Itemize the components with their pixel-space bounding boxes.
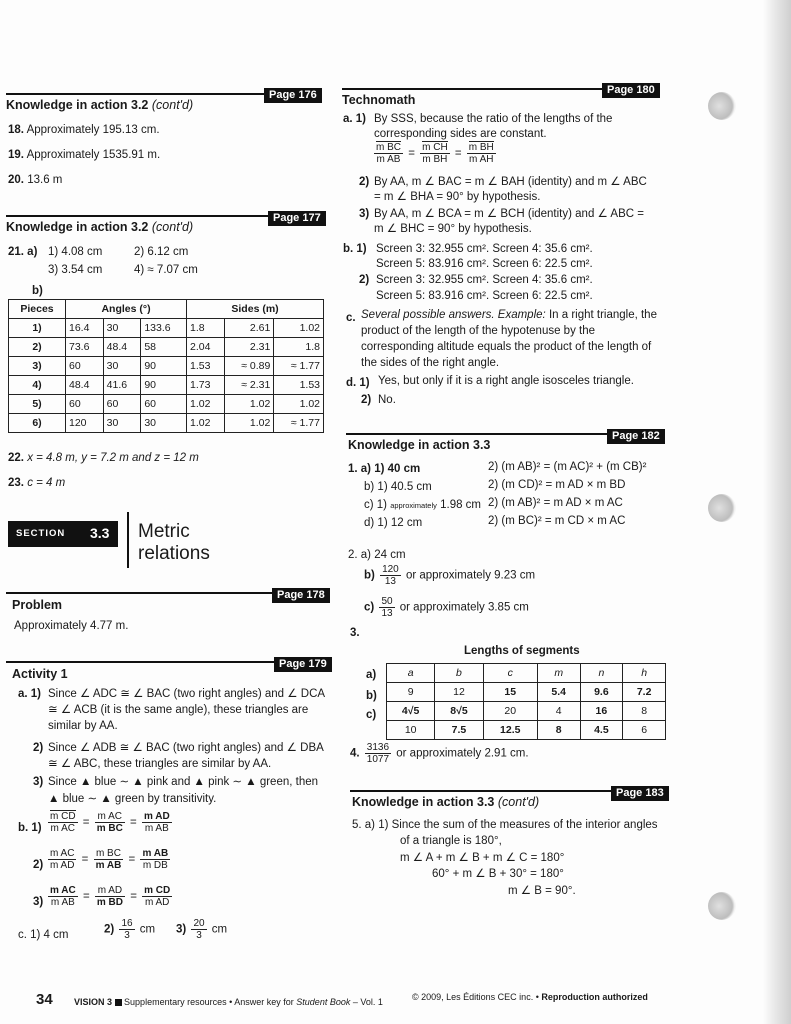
table-cell: 9.6 [580, 683, 623, 702]
table-cell: 7.2 [623, 683, 666, 702]
table-header: Angles (°) [66, 300, 187, 319]
table-header-row [387, 664, 666, 683]
answer-a1: corresponding sides are constant. [374, 128, 547, 140]
label-b3: 3) [33, 896, 44, 908]
answer-21a3: 3) 3.54 cm [48, 264, 103, 276]
question-21: 21. a) [8, 246, 38, 258]
answer-1a: 1. a) 1) 40 cm [348, 463, 421, 475]
answer-21a4: 4) ≈ 7.07 cm [134, 264, 198, 276]
answer-20: 20. 13.6 m [8, 174, 63, 186]
ratio-equation: $\frac{\text{m BC}}{\text{m AB}}$ = $\frac{\text{m CH}}{\text{m BH}}$ = $\frac{\text{m BH}}{\text{m AH}}$ [376, 142, 494, 165]
table-cell: ≈ 0.89 [224, 357, 274, 376]
answer-c: Several possible answers. Example: In a right triangle, the [361, 309, 657, 321]
table-cell: 41.6 [103, 376, 141, 395]
table-cell: 1.02 [274, 319, 324, 338]
table-row [9, 357, 324, 376]
table-cell: 4√5 [387, 702, 435, 721]
equation-line: m ∠ A + m ∠ B + m ∠ C = 180° [400, 852, 565, 864]
table-cell: 30 [103, 357, 141, 376]
table-cell: 30 [103, 414, 141, 433]
answer-21a2: 2) 6.12 cm [134, 246, 189, 258]
label-b1: b. 1) [18, 822, 42, 834]
row-label: c) [366, 709, 377, 721]
segments-table [386, 663, 666, 740]
table-cell: 16 [580, 702, 623, 721]
equation-line: m ∠ B = 90°. [508, 885, 576, 897]
page-tag: Page 179 [274, 657, 332, 672]
answer-c1: c. 1) 4 cm [18, 929, 69, 941]
answer-c3: 3) $\frac{20}{3}$ cm [176, 918, 228, 941]
answer-a1: Since ∠ ADC ≅ ∠ BAC (two right angles) and ∠ DCA [48, 688, 326, 700]
section-title: Activity 1 [12, 667, 68, 681]
table-cell: 90 [141, 357, 187, 376]
piece-label: 6) [9, 414, 66, 433]
page-tag: Page 176 [264, 88, 322, 103]
table-cell: 1.02 [224, 395, 274, 414]
answer-5a: of a triangle is 180°, [400, 835, 502, 847]
answer-2a: 2. a) 24 cm [348, 549, 406, 561]
table-header: n [580, 664, 623, 683]
table-row [9, 376, 324, 395]
page-tag: Page 177 [268, 211, 326, 226]
table-cell: 1.8 [274, 338, 324, 357]
table-cell: 8√5 [435, 702, 483, 721]
table-cell: 12.5 [483, 721, 537, 740]
label-b2: 2) [33, 859, 44, 871]
equation-line: 60° + m ∠ B + 30° = 180° [432, 868, 564, 880]
page-tag: Page 180 [602, 83, 660, 98]
table-cell: 10 [387, 721, 435, 740]
table-row [9, 395, 324, 414]
table-header: b [435, 664, 483, 683]
footer-credit: VISION 3 Supplementary resources • Answer key for Student Book – Vol. 1 [74, 997, 383, 1007]
answer-a2: ≅ ∠ ABC, these triangles are similar by AA. [48, 758, 272, 770]
answer-a1: By SSS, because the ratio of the lengths of the [374, 113, 613, 125]
section-title-line2: relations [138, 543, 210, 564]
section-title: Problem [12, 598, 63, 612]
answer-1b: b) 1) 40.5 cm [364, 481, 432, 493]
section-title: Knowledge in action 3.2 (cont'd) [6, 98, 194, 112]
page-tag: Page 178 [272, 588, 330, 603]
table-header: m [537, 664, 580, 683]
question-3: 3. [350, 627, 360, 639]
answer-1a2: 2) (m AB)² = (m AC)² + (m CB)² [488, 461, 647, 473]
table-cell: 6 [623, 721, 666, 740]
table-cell: 1.53 [274, 376, 324, 395]
section-banner [8, 521, 118, 547]
table-cell: 15 [483, 683, 537, 702]
label-d2: 2) [361, 394, 372, 406]
table-header: h [623, 664, 666, 683]
table-cell: 9 [387, 683, 435, 702]
table-row [387, 683, 666, 702]
label-a1: a. 1) [18, 688, 42, 700]
answer-19: 19. Approximately 1535.91 m. [8, 149, 161, 161]
answer-a1: similar by AA. [48, 720, 118, 732]
answer-23: 23. c = 4 m [8, 477, 66, 489]
table-row [9, 414, 324, 433]
table-header-row [9, 300, 324, 319]
label-a2: 2) [359, 176, 370, 188]
answer-1c: c) 1) approximately 1.98 cm [364, 499, 482, 511]
punch-hole [708, 92, 736, 120]
answer-a3: ▲ blue ∼ ▲ green by transitivity. [48, 793, 217, 805]
answer-b2: Screen 5: 83.916 cm². Screen 6: 22.5 cm². [376, 290, 593, 302]
page-number: 34 [36, 991, 53, 1008]
problem-answer: Approximately 4.77 m. [14, 620, 129, 632]
answer-1d: d) 1) 12 cm [364, 517, 423, 529]
table-cell: 4.5 [580, 721, 623, 740]
table-cell: 12 [435, 683, 483, 702]
section-title: Knowledge in action 3.3 (cont'd) [352, 795, 540, 809]
answer-a2: Since ∠ ADB ≅ ∠ BAC (two right angles) and ∠ DBA [48, 742, 324, 754]
table-cell: 2.61 [224, 319, 274, 338]
answer-c: the sides of the right angle. [361, 357, 500, 369]
section-number: 3.3 [90, 525, 110, 541]
piece-label: 1) [9, 319, 66, 338]
answer-a1: ≅ ∠ ACB (it is the same angle), these triangles are [48, 704, 309, 716]
table-cell: 8 [623, 702, 666, 721]
proportion-b2: $\frac{\text{m AC}}{\text{m AD}}$ = $\frac{\text{m BC}}{\text{m AB}}$ = $\frac{\text{m AB}}{\text{m DB}}$ [50, 848, 169, 871]
answer-a3: m ∠ BHC = 90° by hypothesis. [374, 223, 532, 235]
label-d1: d. 1) [346, 377, 370, 389]
table-header: Sides (m) [187, 300, 324, 319]
label-b2: 2) [359, 274, 370, 286]
page-tag: Page 183 [611, 786, 669, 801]
label-c: c. [346, 312, 356, 324]
table-header: Pieces [9, 300, 66, 319]
table-title: Lengths of segments [464, 645, 580, 657]
table-cell: 73.6 [66, 338, 104, 357]
answer-2c: c) $\frac{50}{13}$ or approximately 3.85 cm [364, 596, 529, 619]
table-row [387, 721, 666, 740]
answer-4: 4. $\frac{3136}{1077}$ or approximately 2.91 cm. [350, 742, 529, 765]
label-a2: 2) [33, 742, 44, 754]
table-cell: 60 [103, 395, 141, 414]
piece-label: 4) [9, 376, 66, 395]
answer-c2: 2) $\frac{16}{3}$ cm [104, 918, 156, 941]
answer-b2: Screen 3: 32.955 cm². Screen 4: 35.6 cm². [376, 274, 593, 286]
table-cell: 60 [66, 357, 104, 376]
table-cell: 5.4 [537, 683, 580, 702]
answer-1d2: 2) (m BC)² = m CD × m AC [488, 515, 626, 527]
table-row [387, 702, 666, 721]
section-title: Technomath [342, 93, 416, 107]
table-cell: 1.02 [187, 414, 225, 433]
table-cell: 1.53 [187, 357, 225, 376]
row-label: b) [366, 690, 377, 702]
row-label: a) [366, 669, 377, 681]
punch-hole [708, 494, 736, 522]
section-divider [127, 512, 129, 568]
table-cell: 30 [103, 319, 141, 338]
binding-shadow [751, 0, 791, 1024]
table-cell: ≈ 1.77 [274, 357, 324, 376]
table-cell: 2.31 [224, 338, 274, 357]
table-row [9, 338, 324, 357]
answer-c: product of the length of the hypotenuse by the [361, 325, 596, 337]
piece-label: 2) [9, 338, 66, 357]
table-cell: 4 [537, 702, 580, 721]
label-a3: 3) [359, 208, 370, 220]
answer-c: corresponding altitude equals the product of the length of [361, 341, 652, 353]
answer-2b: b) $\frac{120}{13}$ or approximately 9.23 cm [364, 564, 536, 587]
proportion-b1: $\frac{\text{m CD}}{\text{m AC}}$ = $\frac{\text{m AC}}{\text{m BC}}$ = $\frac{\text{m AD}}{\text{m AB}}$ [50, 811, 170, 834]
table-cell: 48.4 [66, 376, 104, 395]
piece-label: 5) [9, 395, 66, 414]
table-cell: ≈ 2.31 [224, 376, 274, 395]
table-cell: 60 [66, 395, 104, 414]
label-21b: b) [32, 285, 43, 297]
label-a1: a. 1) [343, 113, 367, 125]
table-cell: ≈ 1.77 [274, 414, 324, 433]
table-cell: 30 [141, 414, 187, 433]
answer-b1: Screen 3: 32.955 cm². Screen 4: 35.6 cm². [376, 243, 593, 255]
answer-22: 22. x = 4.8 m, y = 7.2 m and z = 12 m [8, 452, 199, 464]
table-cell: 90 [141, 376, 187, 395]
table-cell: 2.04 [187, 338, 225, 357]
section-title: Knowledge in action 3.3 [348, 438, 491, 452]
table-cell: 60 [141, 395, 187, 414]
table-cell: 16.4 [66, 319, 104, 338]
answer-5a: 5. a) 1) Since the sum of the measures of the interior angles [352, 819, 658, 831]
table-cell: 1.73 [187, 376, 225, 395]
label-a3: 3) [33, 776, 44, 788]
table-cell: 1.02 [224, 414, 274, 433]
page-tag: Page 182 [607, 429, 665, 444]
footer-copyright: © 2009, Les Éditions CEC inc. • Reproduction authorized [412, 992, 648, 1002]
table-cell: 1.02 [187, 395, 225, 414]
table-cell: 1.8 [187, 319, 225, 338]
table-cell: 7.5 [435, 721, 483, 740]
pieces-table [8, 299, 324, 433]
proportion-b3: $\frac{\text{m AC}}{\text{m AB}}$ = $\frac{\text{m AD}}{\text{m BD}}$ = $\frac{\text{m CD}}{\text{m AD}}$ [50, 885, 171, 908]
answer-a2: By AA, m ∠ BAC = m ∠ BAH (identity) and m ∠ ABC [374, 176, 647, 188]
section-title: Knowledge in action 3.2 (cont'd) [6, 220, 194, 234]
section-title-line1: Metric [138, 521, 190, 542]
answer-d1: Yes, but only if it is a right angle isosceles triangle. [378, 375, 634, 387]
table-header: c [483, 664, 537, 683]
table-cell: 48.4 [103, 338, 141, 357]
table-row [9, 319, 324, 338]
punch-hole [708, 892, 736, 920]
piece-label: 3) [9, 357, 66, 376]
answer-b1: Screen 5: 83.916 cm². Screen 6: 22.5 cm². [376, 258, 593, 270]
table-cell: 120 [66, 414, 104, 433]
table-cell: 58 [141, 338, 187, 357]
label-b1: b. 1) [343, 243, 367, 255]
section-label: SECTION [16, 528, 66, 539]
table-cell: 1.02 [274, 395, 324, 414]
square-icon [115, 999, 122, 1006]
answer-1b2: 2) (m CD)² = m AD × m BD [488, 479, 626, 491]
answer-21a1: 1) 4.08 cm [48, 246, 103, 258]
table-cell: 20 [483, 702, 537, 721]
answer-1c2: 2) (m AB)² = m AD × m AC [488, 497, 623, 509]
answer-a3: By AA, m ∠ BCA = m ∠ BCH (identity) and ∠ ABC = [374, 208, 644, 220]
answer-d2: No. [378, 394, 396, 406]
table-cell: 8 [537, 721, 580, 740]
answer-a3: Since ▲ blue ∼ ▲ pink and ▲ pink ∼ ▲ green, then [48, 776, 319, 788]
answer-a2: = m ∠ BHA = 90° by hypothesis. [374, 191, 541, 203]
table-header: a [387, 664, 435, 683]
answer-18: 18. Approximately 195.13 cm. [8, 124, 160, 136]
table-cell: 133.6 [141, 319, 187, 338]
